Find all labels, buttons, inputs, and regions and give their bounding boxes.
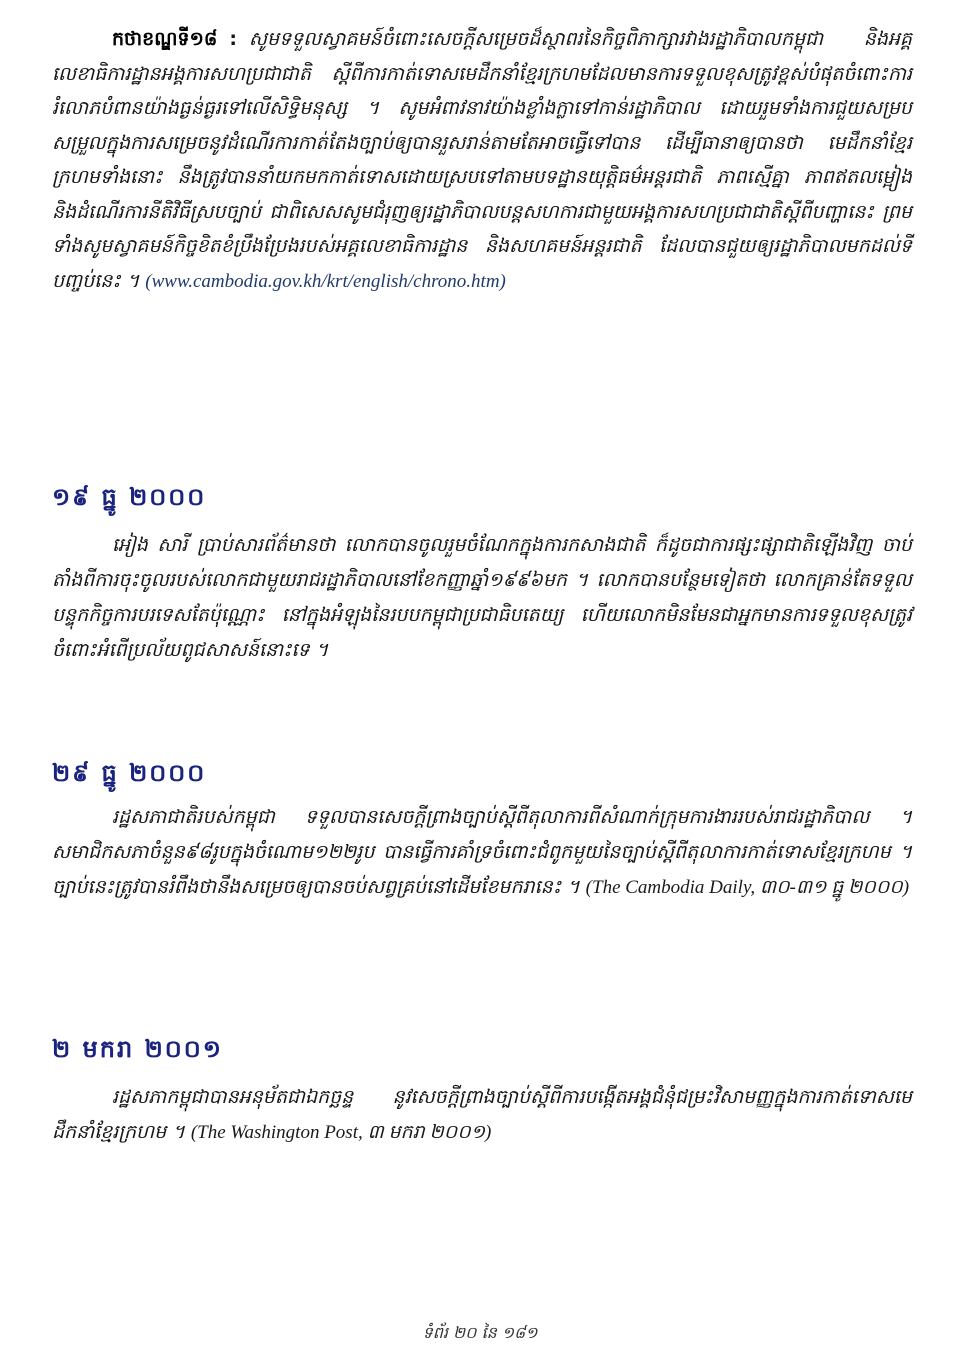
paragraph-number: កថាខណ្ឌទី១៨ [112, 28, 218, 50]
entry-text [52, 1080, 912, 1150]
paragraph-colon: : [229, 28, 237, 50]
entry-date: ២ មករា ២០០១ [52, 1035, 223, 1063]
entry-body-text: រដ្ឋសភាកម្ពុជាបានអនុម័តជាឯកច្ឆន្ទ នូវសេចក្តីព្រាងច្បាប់ស្តីពីការបង្កើតអង្គជំនុំជម្រះវិសាមញ្ញក្នុងការកាត់ទោសមេដឹកនាំខ្មែរក្រហម ។ [52, 1086, 912, 1143]
entry-source: (The Washington Post, ៣ មករា ២០០១) [190, 1122, 492, 1143]
intro-text: សូមទទួលស្វាគមន៍ចំពោះសេចក្តីសម្រេចដ៏ស្ថាពរនៃកិច្ចពិភាក្សារវាងរដ្ឋាភិបាលកម្ពុជា និងអគ្គលេខាធិការដ្ឋានអង្គការសហប្រជាជាតិ ស្តីពីការកាត់ទោសមេដឹកនាំខ្មែរក្រហមដែលមានការទទួលខុសត្រូវខ្ពស់បំផុតចំពោះការរំលោភបំពានយ៉ាងធ្ងន់ធ្ងរទៅលើសិទ្ធិមនុស្ស ។ សូមអំពាវនាវយ៉ាងខ្លាំងក្លាទៅកាន់រដ្ឋាភិបាល ដោយរួមទាំងការជួយសម្របសម្រួលក្នុងការសម្រេចនូវដំណើរការកាត់តែងច្បាប់ឲ្យបានរួសរាន់តាមតែអាចធ្វើទៅបាន ដើម្បីធានាឲ្យបានថា មេដឹកនាំខ្មែរក្រហមទាំងនោះ នឹងត្រូវបាននាំយកមកកាត់ទោសដោយស្របទៅតាមបទដ្ឋានយុត្តិធម៌អន្តរជាតិ ភាពស្មើគ្នា ភាពឥតលម្អៀង និងដំណើរការនីតិវិធីស្របច្បាប់ ជាពិសេសសូមជំរុញឲ្យរដ្ឋាភិបាលបន្តសហការជាមួយអង្គការសហប្រជាជាតិស្តីពីបញ្ហានេះ ព្រមទាំងសូមស្វាគមន៍កិច្ចខិតខំប្រឹងប្រែងរបស់អគ្គលេខាធិការដ្ឋាន និងសហគមន៍អន្តរជាតិ ដែលបានជួយឲ្យរដ្ឋាភិបាលមកដល់ទីបញ្ចប់នេះ ។ [52, 28, 912, 292]
entry-body-text: រដ្ឋសភាជាតិរបស់កម្ពុជា ទទួលបានសេចក្តីព្រាងច្បាប់ស្តីពីតុលាការពីសំណាក់ក្រុមការងាររបស់រាជរដ្ឋាភិបាល ។ សមាជិកសភាចំនួន៩៨រូបក្នុងចំណោម១២២រូប បានធ្វើការគាំទ្រចំពោះជំពូកមួយនៃច្បាប់ស្តីពីតុលាការកាត់ទោសខ្មែរក្រហម ។ ច្បាប់នេះត្រូវបានរំពឹងថានឹងសម្រេចឲ្យបានចប់សព្វគ្រប់នៅដើមខែមករានេះ ។ [52, 806, 912, 898]
page-number: ទំព័រ ២០ នៃ ១៨១ [422, 1323, 538, 1342]
entry-date: ២៩ ធ្នូ ២០០០ [52, 759, 207, 787]
entry-body-text: អៀង សារី ប្រាប់សារព័ត៌មានថា លោកបានចូលរួមចំណែកក្នុងការកសាងជាតិ ក៏ដូចជាការផ្សះផ្សាជាតិឡើងវិញ ចាប់តាំងពីការចុះចូលរបស់លោកជាមួយរាជរដ្ឋាភិបាលនៅខែកញ្ញាឆ្នាំ១៩៩៦មក ។ លោកបានបន្ថែមទៀតថា លោកគ្រាន់តែទទួលបន្ទុកកិច្ចការបរទេសតែប៉ុណ្ណោះ នៅក្នុងអំឡុងនៃរបបកម្ពុជាប្រជាធិបតេយ្យ ហើយលោកមិនមែនជាអ្នកមានការទទួលខុសត្រូវចំពោះអំពើប្រល័យពូជសាសន៍នោះទេ ។ [52, 534, 912, 661]
entry-date: ១៩ ធ្នូ ២០០០ [52, 483, 207, 511]
entry-source: (The Cambodia Daily, ៣០-៣១ ធ្នូ ២០០០) [585, 877, 910, 898]
source-url: (www.cambodia.gov.kh/krt/english/chrono.htm) [145, 270, 506, 292]
entry-text [52, 528, 912, 668]
entry-text [52, 800, 912, 905]
page-footer [0, 1322, 960, 1346]
intro-paragraph [52, 22, 912, 299]
